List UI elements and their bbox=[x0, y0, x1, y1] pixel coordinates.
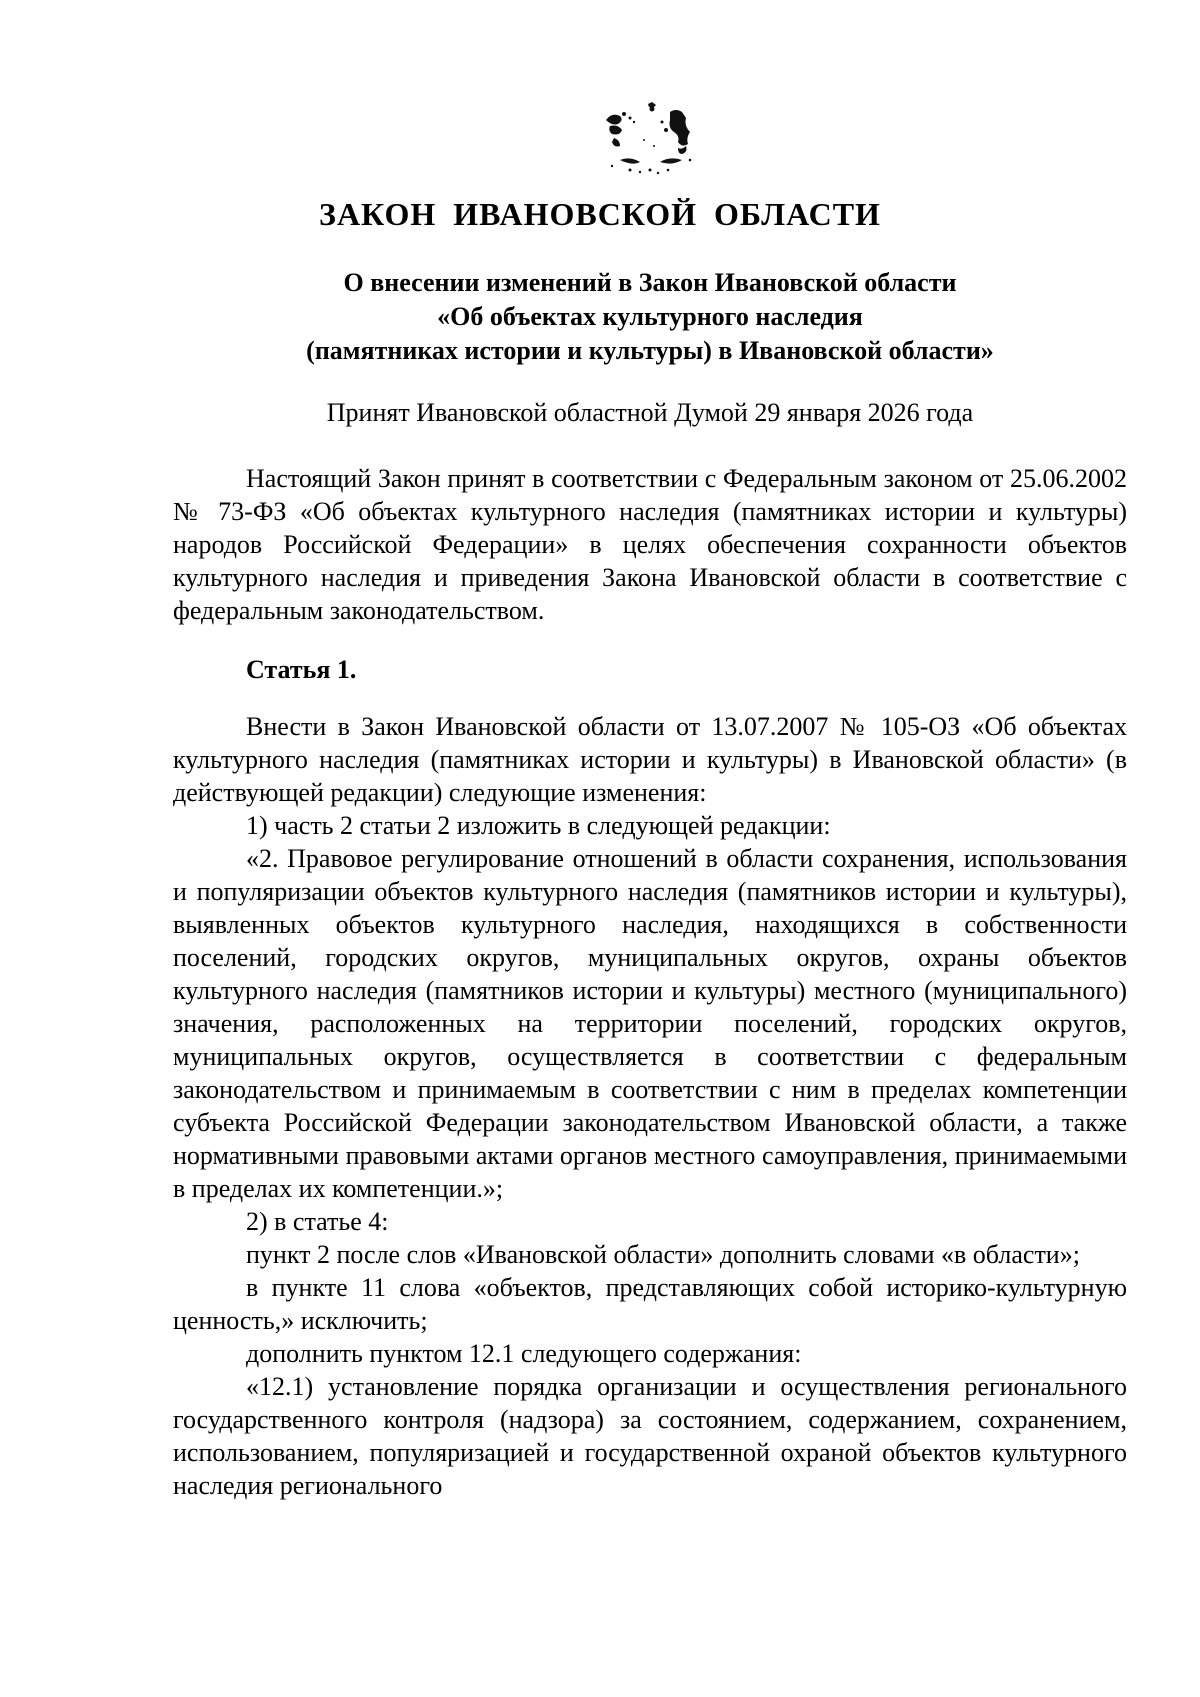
article-1-heading: Статья 1. bbox=[246, 655, 357, 684]
law-subtitle bbox=[175, 266, 1125, 368]
law-title: ЗАКОН ИВАНОВСКОЙ ОБЛАСТИ bbox=[319, 196, 881, 232]
body-paragraph: 2) в статье 4: bbox=[246, 1207, 389, 1236]
preamble-paragraph: Настоящий Закон принят в соответствии с Федеральным законом от 25.06.2002 № 73-ФЗ «Об объектах культурного наследия (памятниках истории и культуры) народов Российской Федерации» в целях обеспечения сохранности объектов культурного наследия и приведения Закона Ивановской области в соответствие с федеральным законодательством. bbox=[173, 464, 1127, 625]
subtitle-line: О внесении изменений в Закон Ивановской области bbox=[343, 268, 957, 297]
coat-of-arms-emblem bbox=[600, 100, 700, 180]
subtitle-line: «Об объектах культурного наследия bbox=[437, 302, 863, 331]
body-paragraph: «2. Правовое регулирование отношений в области сохранения, использования и популяризации объектов культурного наследия (памятников истории и культуры), выявленных объектов культурного наследия, находящихся в собственности поселений, городских округов, муниципальных округов, охраны объектов культурного наследия (памятников истории и культуры) местного (муниципального) значения, расположенных на территории поселений, городских округов, муниципальных округов, осуществляется в соответствии с федеральным законодательством и принимаемым в соответствии с ним в пределах компетенции субъекта Российской Федерации законодательством Ивановской области, а также нормативными правовыми актами органов местного самоуправления, принимаемыми в пределах их компетенции.»; bbox=[173, 844, 1127, 1203]
subtitle-line: (памятниках истории и культуры) в Ивановской области» bbox=[306, 336, 994, 365]
law-body bbox=[173, 462, 1127, 1502]
body-paragraph: в пункте 11 слова «объектов, представляющих собой историко-культурную ценность,» исключить; bbox=[173, 1273, 1127, 1335]
body-paragraph: Внести в Закон Ивановской области от 13.07.2007 № 105-ОЗ «Об объектах культурного наследия (памятниках истории и культуры) в Ивановской области» (в действующей редакции) следующие изменения: bbox=[173, 712, 1127, 807]
body-paragraph: пункт 2 после слов «Ивановской области» дополнить словами «в области»; bbox=[246, 1240, 1080, 1269]
body-paragraph: 1) часть 2 статьи 2 изложить в следующей редакции: bbox=[246, 811, 831, 840]
adoption-note: Принят Ивановской областной Думой 29 января 2026 года bbox=[326, 398, 974, 427]
body-paragraph: дополнить пунктом 12.1 следующего содержания: bbox=[246, 1339, 802, 1368]
body-paragraph: «12.1) установление порядка организации и осуществления регионального государственного контроля (надзора) за состоянием, содержанием, сохранением, использованием, популяризацией и государственной охраной объектов культурного наследия регионального bbox=[173, 1372, 1127, 1500]
